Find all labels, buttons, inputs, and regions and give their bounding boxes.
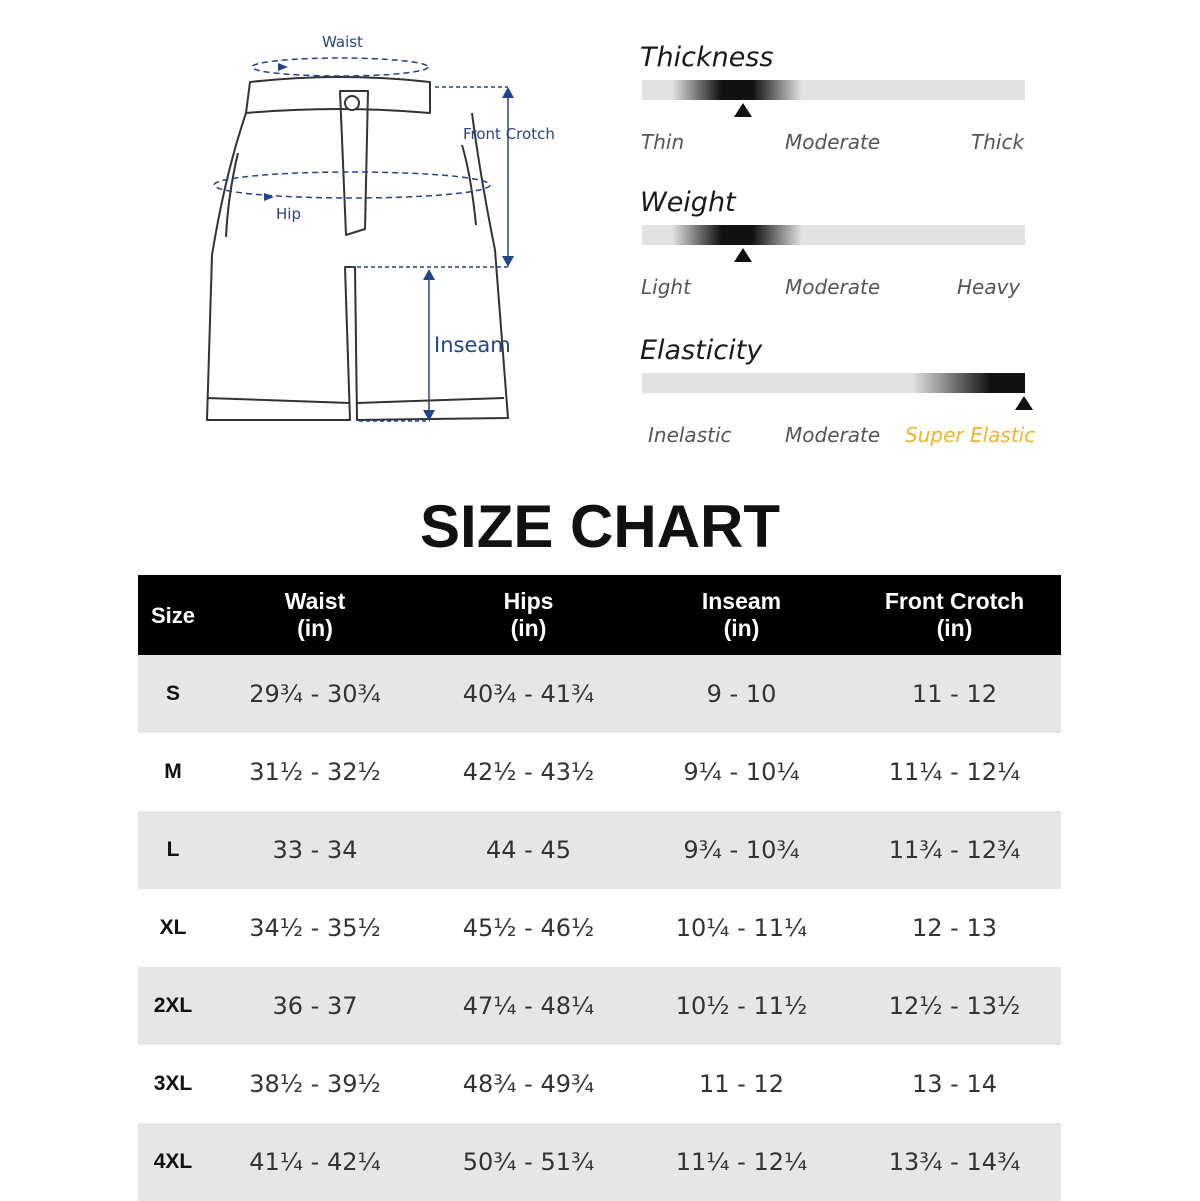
waist-cell: 36 - 37 — [272, 992, 358, 1020]
front-crotch-cell: 12 - 13 — [912, 914, 997, 942]
elasticity-bar-fill — [912, 373, 1025, 393]
size-cell: S — [165, 682, 180, 705]
inseam-label: Inseam — [434, 333, 511, 357]
table-body — [138, 655, 1061, 1201]
hips-cell: 47¼ - 48¼ — [462, 992, 595, 1020]
hips-cell: 40¾ - 41¾ — [462, 680, 595, 708]
thickness-marker-icon — [734, 103, 752, 117]
elasticity-label-super-elastic: Super Elastic — [905, 423, 1036, 447]
thickness-bar — [642, 80, 1025, 100]
inseam-cell: 9¼ - 10¼ — [683, 758, 800, 786]
header-hips — [422, 575, 635, 655]
table-row — [138, 1123, 1061, 1201]
waist-cell: 31½ - 32½ — [249, 758, 381, 786]
front-crotch-cell: 13 - 14 — [912, 1070, 997, 1098]
size-chart-table — [138, 575, 1061, 1201]
weight-bar — [642, 225, 1025, 245]
inseam-cell: 10¼ - 11¼ — [675, 914, 808, 942]
front-crotch-label: Front Crotch — [463, 125, 555, 143]
header-front-crotch-label: Front Crotch — [884, 588, 1025, 614]
thickness-label-thin: Thin — [641, 130, 685, 154]
waist-cell: 34½ - 35½ — [249, 914, 381, 942]
header-hips-unit: (in) — [510, 615, 547, 641]
table-row — [138, 733, 1061, 811]
table-row — [138, 889, 1061, 967]
weight-title: Weight — [640, 187, 736, 218]
hips-cell: 48¾ - 49¾ — [462, 1070, 595, 1098]
table-row — [138, 655, 1061, 733]
header-inseam — [635, 575, 848, 655]
header-hips-label: Hips — [503, 588, 554, 614]
weight-label-moderate: Moderate — [785, 275, 881, 299]
waist-cell: 29¾ - 30¾ — [249, 680, 381, 708]
front-crotch-cell: 11 - 12 — [912, 680, 997, 708]
size-cell: 3XL — [153, 1072, 193, 1095]
hips-cell: 42½ - 43½ — [462, 758, 595, 786]
weight-label-heavy: Heavy — [957, 275, 1021, 299]
header-waist-unit: (in) — [297, 615, 333, 641]
table-row — [138, 1045, 1061, 1123]
size-chart-title: SIZE CHART — [420, 493, 780, 560]
header-front-crotch — [848, 575, 1061, 655]
elasticity-label-inelastic: Inelastic — [648, 423, 732, 447]
elasticity-label-moderate: Moderate — [785, 423, 881, 447]
header-inseam-unit: (in) — [723, 615, 760, 641]
size-cell: 4XL — [153, 1150, 193, 1173]
hip-label: Hip — [276, 205, 301, 223]
front-crotch-cell: 11¾ - 12¾ — [888, 836, 1021, 864]
front-crotch-cell: 13¾ - 14¾ — [888, 1148, 1021, 1176]
hips-cell: 50¾ - 51¾ — [462, 1148, 595, 1176]
weight-marker-icon — [734, 248, 752, 262]
waist-cell: 33 - 34 — [272, 836, 358, 864]
thickness-label-moderate: Moderate — [785, 130, 881, 154]
table-row — [138, 967, 1061, 1045]
size-cell: M — [164, 760, 182, 783]
size-cell: 2XL — [153, 994, 193, 1017]
waist-label: Waist — [322, 33, 363, 51]
header-front-crotch-unit: (in) — [936, 615, 973, 641]
header-row — [138, 575, 1061, 655]
table-row — [138, 811, 1061, 889]
waist-cell: 38½ - 39½ — [249, 1070, 381, 1098]
header-waist — [208, 575, 422, 655]
thickness-title: Thickness — [640, 42, 774, 73]
inseam-cell: 9¾ - 10¾ — [683, 836, 800, 864]
inseam-cell: 11 - 12 — [699, 1070, 784, 1098]
waist-cell: 41¼ - 42¼ — [249, 1148, 381, 1176]
size-cell: XL — [159, 916, 187, 939]
hips-cell: 45½ - 46½ — [462, 914, 595, 942]
shorts-measurement-diagram — [190, 25, 590, 445]
thickness-label-thick: Thick — [971, 130, 1025, 154]
size-cell: L — [166, 838, 180, 861]
shorts-outline-illustration — [190, 25, 590, 445]
thickness-bar-fill — [672, 80, 802, 100]
elasticity-title: Elasticity — [640, 335, 763, 366]
header-size: Size — [150, 602, 196, 628]
weight-label-light: Light — [641, 275, 691, 299]
weight-bar-fill — [672, 225, 802, 245]
front-crotch-cell: 11¼ - 12¼ — [888, 758, 1021, 786]
inseam-cell: 10½ - 11½ — [675, 992, 808, 1020]
front-crotch-cell: 12½ - 13½ — [888, 992, 1021, 1020]
elasticity-marker-icon — [1015, 396, 1033, 410]
inseam-cell: 9 - 10 — [706, 680, 777, 708]
hips-cell: 44 - 45 — [486, 836, 571, 864]
elasticity-bar — [642, 373, 1025, 393]
table-header — [138, 575, 1061, 655]
header-waist-label: Waist — [284, 588, 346, 614]
inseam-cell: 11¼ - 12¼ — [675, 1148, 808, 1176]
header-inseam-label: Inseam — [701, 588, 782, 614]
